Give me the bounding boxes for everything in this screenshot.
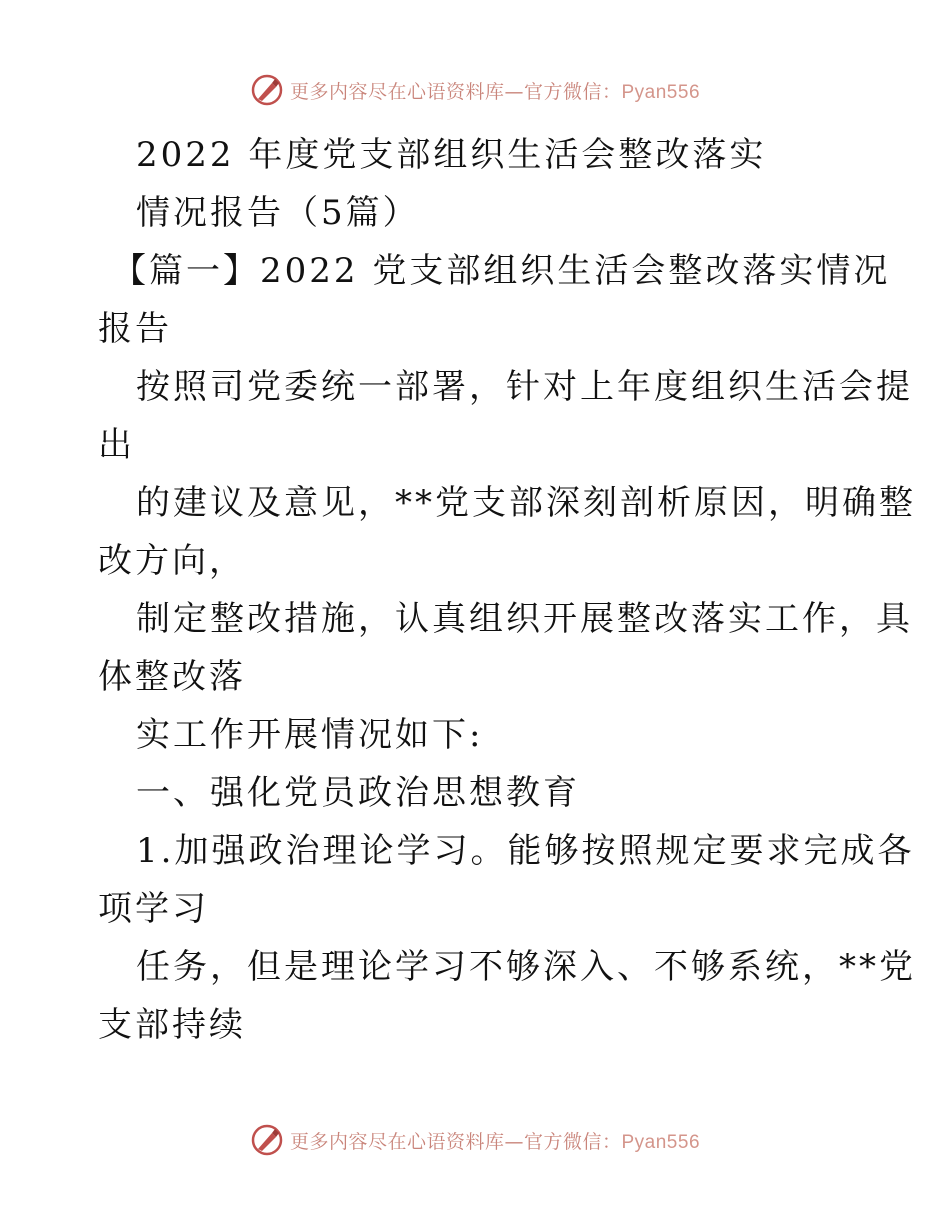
paragraph-line: 按照司党委统一部署，针对上年度组织生活会提 [136, 367, 913, 407]
doc-title-line-1: 2022 年度党支部组织生活会整改落实 [136, 135, 767, 175]
paragraph-line: 出 [98, 425, 135, 465]
paragraph-line: 改方向， [98, 541, 246, 581]
banner-text: 更多内容尽在心语资料库—官方微信：Pyan556 [289, 1130, 701, 1153]
section-heading-line-2: 报告 [98, 309, 172, 349]
paragraph-line: 1.加强政治理论学习。能够按照规定要求完成各 [136, 831, 915, 871]
footer-banner [0, 1120, 950, 1160]
banner-text: 更多内容尽在心语资料库—官方微信：Pyan556 [289, 80, 701, 103]
subsection-heading: 一、强化党员政治思想教育 [136, 773, 580, 813]
paragraph-line: 制定整改措施，认真组织开展整改落实工作，具 [136, 599, 913, 639]
paragraph-line: 的建议及意见，**党支部深刻剖析原因，明确整 [136, 483, 916, 523]
pen-logo-icon [250, 1123, 284, 1157]
paragraph-line: 支部持续 [98, 1005, 246, 1045]
doc-title-line-2: 情况报告（5篇） [136, 193, 420, 233]
paragraph-line: 体整改落 [98, 657, 246, 697]
paragraph-line: 任务，但是理论学习不够深入、不够系统，**党 [136, 947, 916, 987]
pen-logo-icon [250, 73, 284, 107]
header-banner [0, 70, 950, 110]
document-body [98, 126, 916, 1054]
section-heading-line-1: 【篇一】2022 党支部组织生活会整改落实情况 [112, 251, 891, 291]
paragraph-line: 实工作开展情况如下: [136, 715, 484, 755]
paragraph-line: 项学习 [98, 889, 209, 929]
